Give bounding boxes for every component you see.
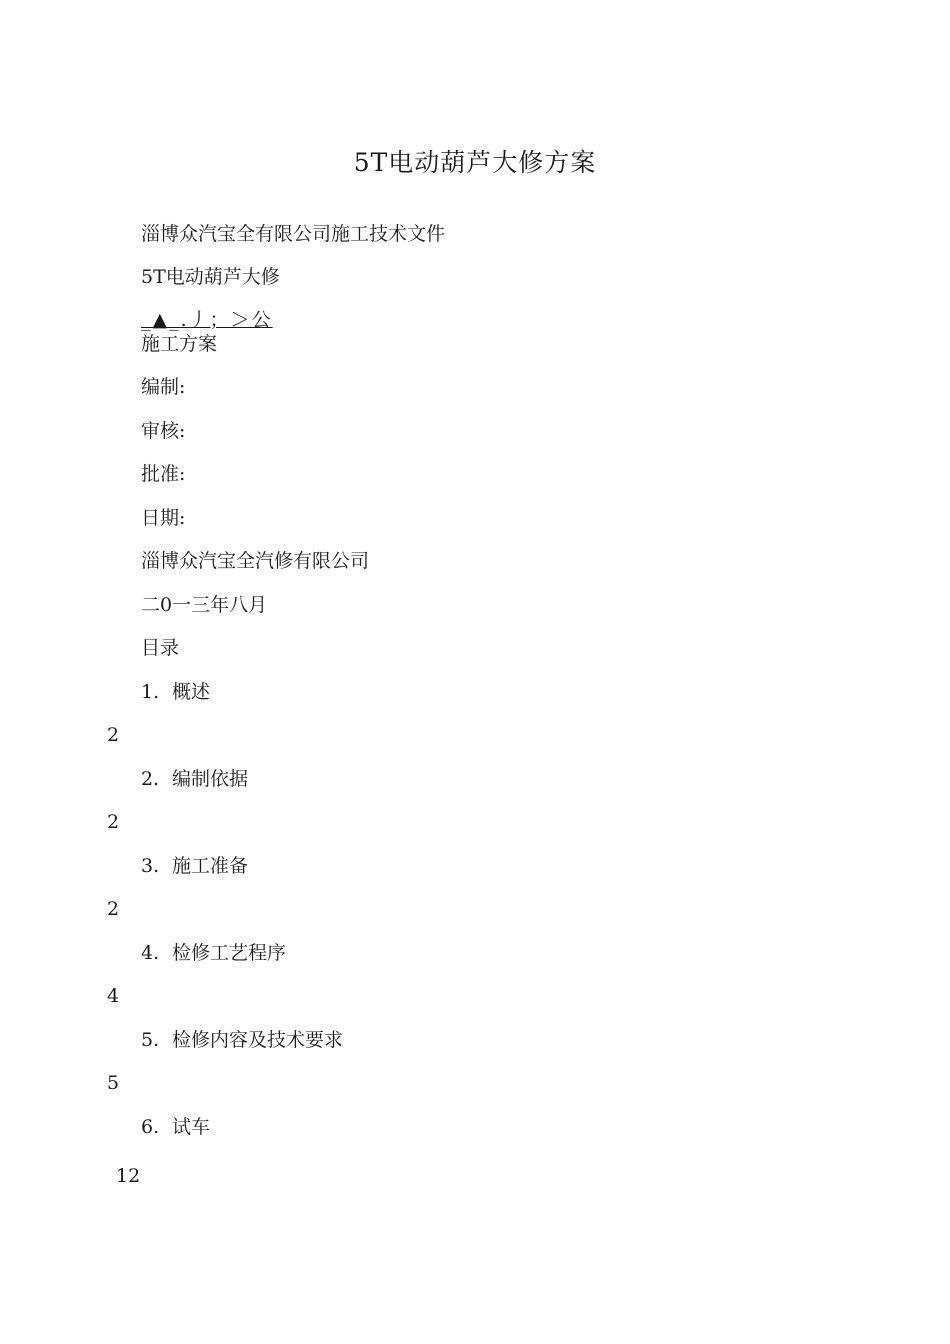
company-doc-header: 淄博众汽宝全有限公司施工技术文件 (141, 223, 446, 245)
compile-field-label: 编制: (141, 376, 186, 398)
toc-heading: 目录 (141, 637, 180, 659)
toc-item-page: 4 (107, 985, 120, 1007)
toc-item-label: 检修工艺程序 (172, 942, 287, 964)
date-field-label: 日期: (141, 507, 186, 529)
toc-item[interactable] (141, 941, 286, 965)
company-name: 淄博众汽宝全汽修有限公司 (141, 550, 370, 572)
toc-item-number: 5. (141, 1029, 160, 1051)
toc-item-page: 2 (107, 898, 120, 920)
toc-item-number: 4. (141, 942, 160, 964)
toc-item-number: 6. (141, 1116, 160, 1138)
toc-item[interactable] (141, 1115, 210, 1139)
toc-item-label: 编制依据 (172, 768, 249, 790)
project-name: 5T电动葫芦大修 (141, 266, 280, 288)
document-type: 施工方案 (141, 333, 218, 355)
toc-item-page: 5 (107, 1072, 120, 1094)
approve-field-label: 批准: (141, 463, 186, 485)
toc-item-number: 3. (141, 855, 160, 877)
toc-item-number: 2. (141, 768, 160, 790)
toc-item-label: 检修内容及技术要求 (172, 1029, 344, 1051)
document-title: 5T电动葫芦大修方案 (353, 148, 597, 177)
toc-item-label: 试车 (172, 1116, 211, 1138)
toc-item-page: 2 (107, 724, 120, 746)
toc-item-page: 12 (116, 1165, 141, 1187)
review-field-label: 审核: (141, 420, 186, 442)
toc-item-page: 2 (107, 811, 120, 833)
garbled-text-line: _▲_.丿；＞公 (141, 309, 273, 331)
toc-item[interactable] (141, 680, 210, 704)
issue-date: 二0一三年八月 (141, 594, 268, 616)
toc-item-label: 施工准备 (172, 855, 249, 877)
toc-item[interactable] (141, 767, 248, 791)
toc-item-label: 概述 (172, 681, 211, 703)
toc-item[interactable] (141, 1028, 343, 1052)
toc-item-number: 1. (141, 681, 160, 703)
toc-item[interactable] (141, 854, 248, 878)
